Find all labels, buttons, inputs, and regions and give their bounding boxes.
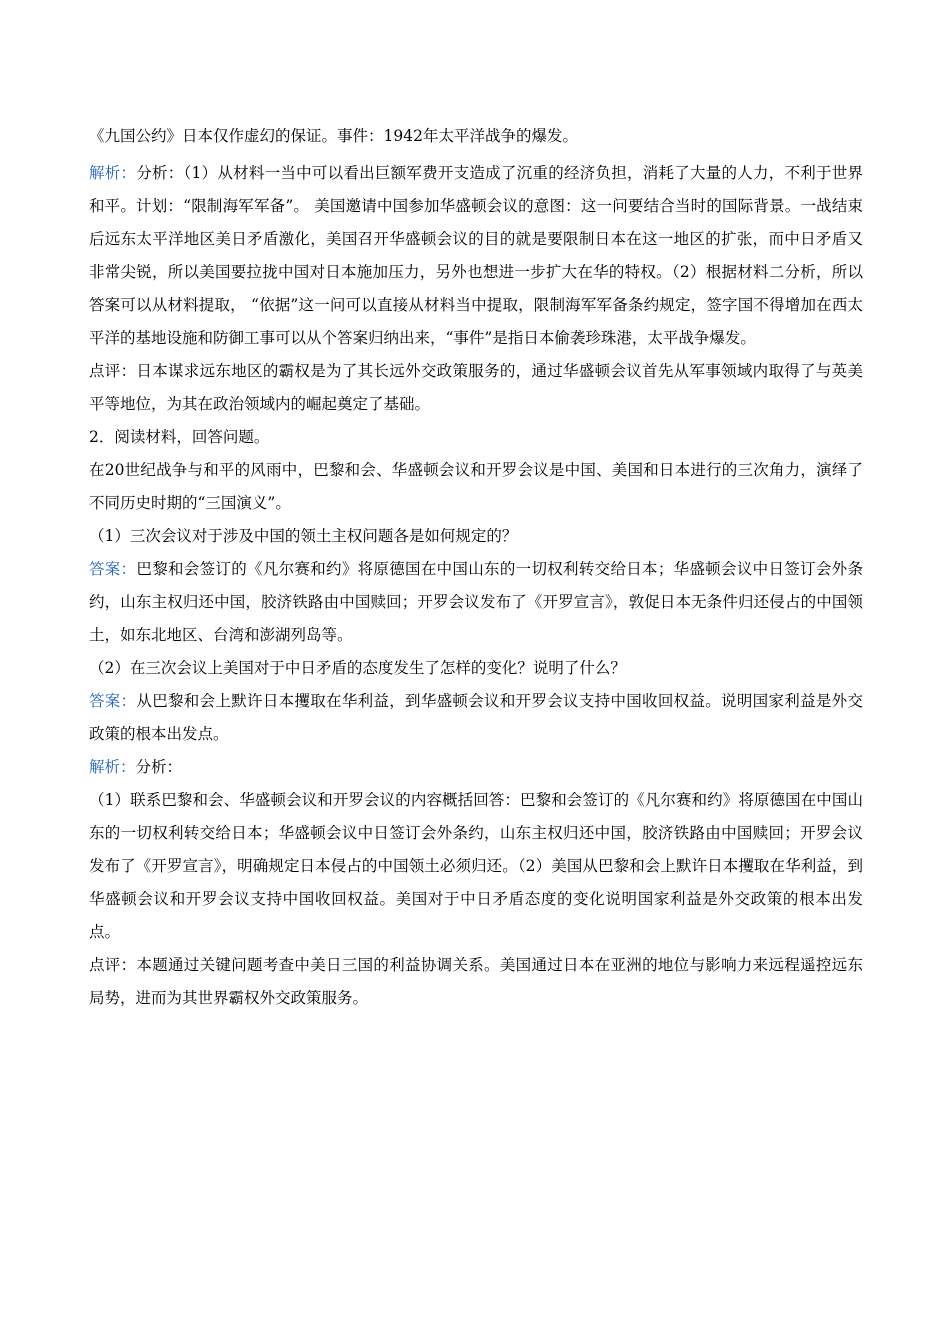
paragraph-4-question-heading: 2．阅读材料，回答问题。 [89, 428, 270, 446]
answer-label: 答案： [89, 560, 137, 578]
analysis-label: 解析： [89, 164, 137, 182]
paragraph-1: 《九国公约》日本仅作虚幻的保证。事件：1942年太平洋战争的爆发。 [89, 127, 578, 145]
paragraph-3-comment: 点评：日本谋求远东地区的霸权是为了其长远外交政策服务的，通过华盛顿会议首先从军事领域内取得了与英美平等地位，为其在政治领域内的崛起奠定了基础。 [89, 362, 863, 413]
answer-label: 答案： [89, 692, 137, 710]
paragraph-2-analysis: 解析：分析：（1）从材料一当中可以看出巨额军费开支造成了沉重的经济负担，消耗了大量的人力，不利于世界和平。计划：“限制海军军备”。 美国邀请中国参加华盛顿会议的意图：这一问要结合当时的国际背景。一战结束后远东太平洋地区美日矛盾激化，美国召开华盛顿会议的目的就是要限制日本在这一地区的扩张，而中日矛盾又非常尖锐，所以美国要拉拢中国对日本施加压力，另外也想进一步扩大在华的特权。（2）根据材料二分析，所以答案可以从材料提取， “依据”这一问可以直接从材料当中提取，限制海军军备条约规定，签字国不得增加在西太平洋的基地设施和防御工事可以从个答案归纳出来，“事件”是指日本偷袭珍珠港，太平战争爆发。 [89, 164, 863, 347]
document-page [89, 120, 863, 1015]
paragraph-7-answer-1: 答案：巴黎和会签订的《凡尔赛和约》将原德国在中国山东的一切权利转交给日本；华盛顿会议中日签订会外条约，山东主权归还中国，胶济铁路由中国赎回；开罗会议发布了《开罗宣言》，敦促日本无条件归还侵占的中国领土，如东北地区、台湾和澎湖列岛等。 [89, 560, 863, 644]
analysis-label: 解析： [89, 758, 136, 776]
paragraph-10-analysis: 解析：分析： [89, 758, 183, 776]
paragraph-5-material: 在20世纪战争与和平的风雨中，巴黎和会、华盛顿会议和开罗会议是中国、美国和日本进行的三次角力，演绎了不同历史时期的“三国演义”。 [89, 461, 863, 512]
paragraph-12-comment: 点评：本题通过关键问题考查中美日三国的利益协调关系。美国通过日本在亚洲的地位与影响力来远程遥控远东局势，进而为其世界霸权外交政策服务。 [89, 956, 863, 1007]
paragraph-6-sub-question-1: （1）三次会议对于涉及中国的领土主权问题各是如何规定的？ [89, 527, 518, 545]
paragraph-9-answer-2: 答案：从巴黎和会上默许日本攫取在华利益，到华盛顿会议和开罗会议支持中国收回权益。说明国家利益是外交政策的根本出发点。 [89, 692, 863, 743]
paragraph-11-analysis-body: （1）联系巴黎和会、华盛顿会议和开罗会议的内容概括回答：巴黎和会签订的《凡尔赛和约》将原德国在中国山东的一切权利转交给日本；华盛顿会议中日签订会外条约，山东主权归还中国，胶济铁路由中国赎回；开罗会议发布了《开罗宣言》，明确规定日本侵占的中国领土必须归还。（2）美国从巴黎和会上默许日本攫取在华利益，到华盛顿会议和开罗会议支持中国收回权益。美国对于中日矛盾态度的变化说明国家利益是外交政策的根本出发点。 [89, 791, 863, 941]
paragraph-8-sub-question-2: （2）在三次会议上美国对于中日矛盾的态度发生了怎样的变化？说明了什么？ [89, 659, 626, 677]
